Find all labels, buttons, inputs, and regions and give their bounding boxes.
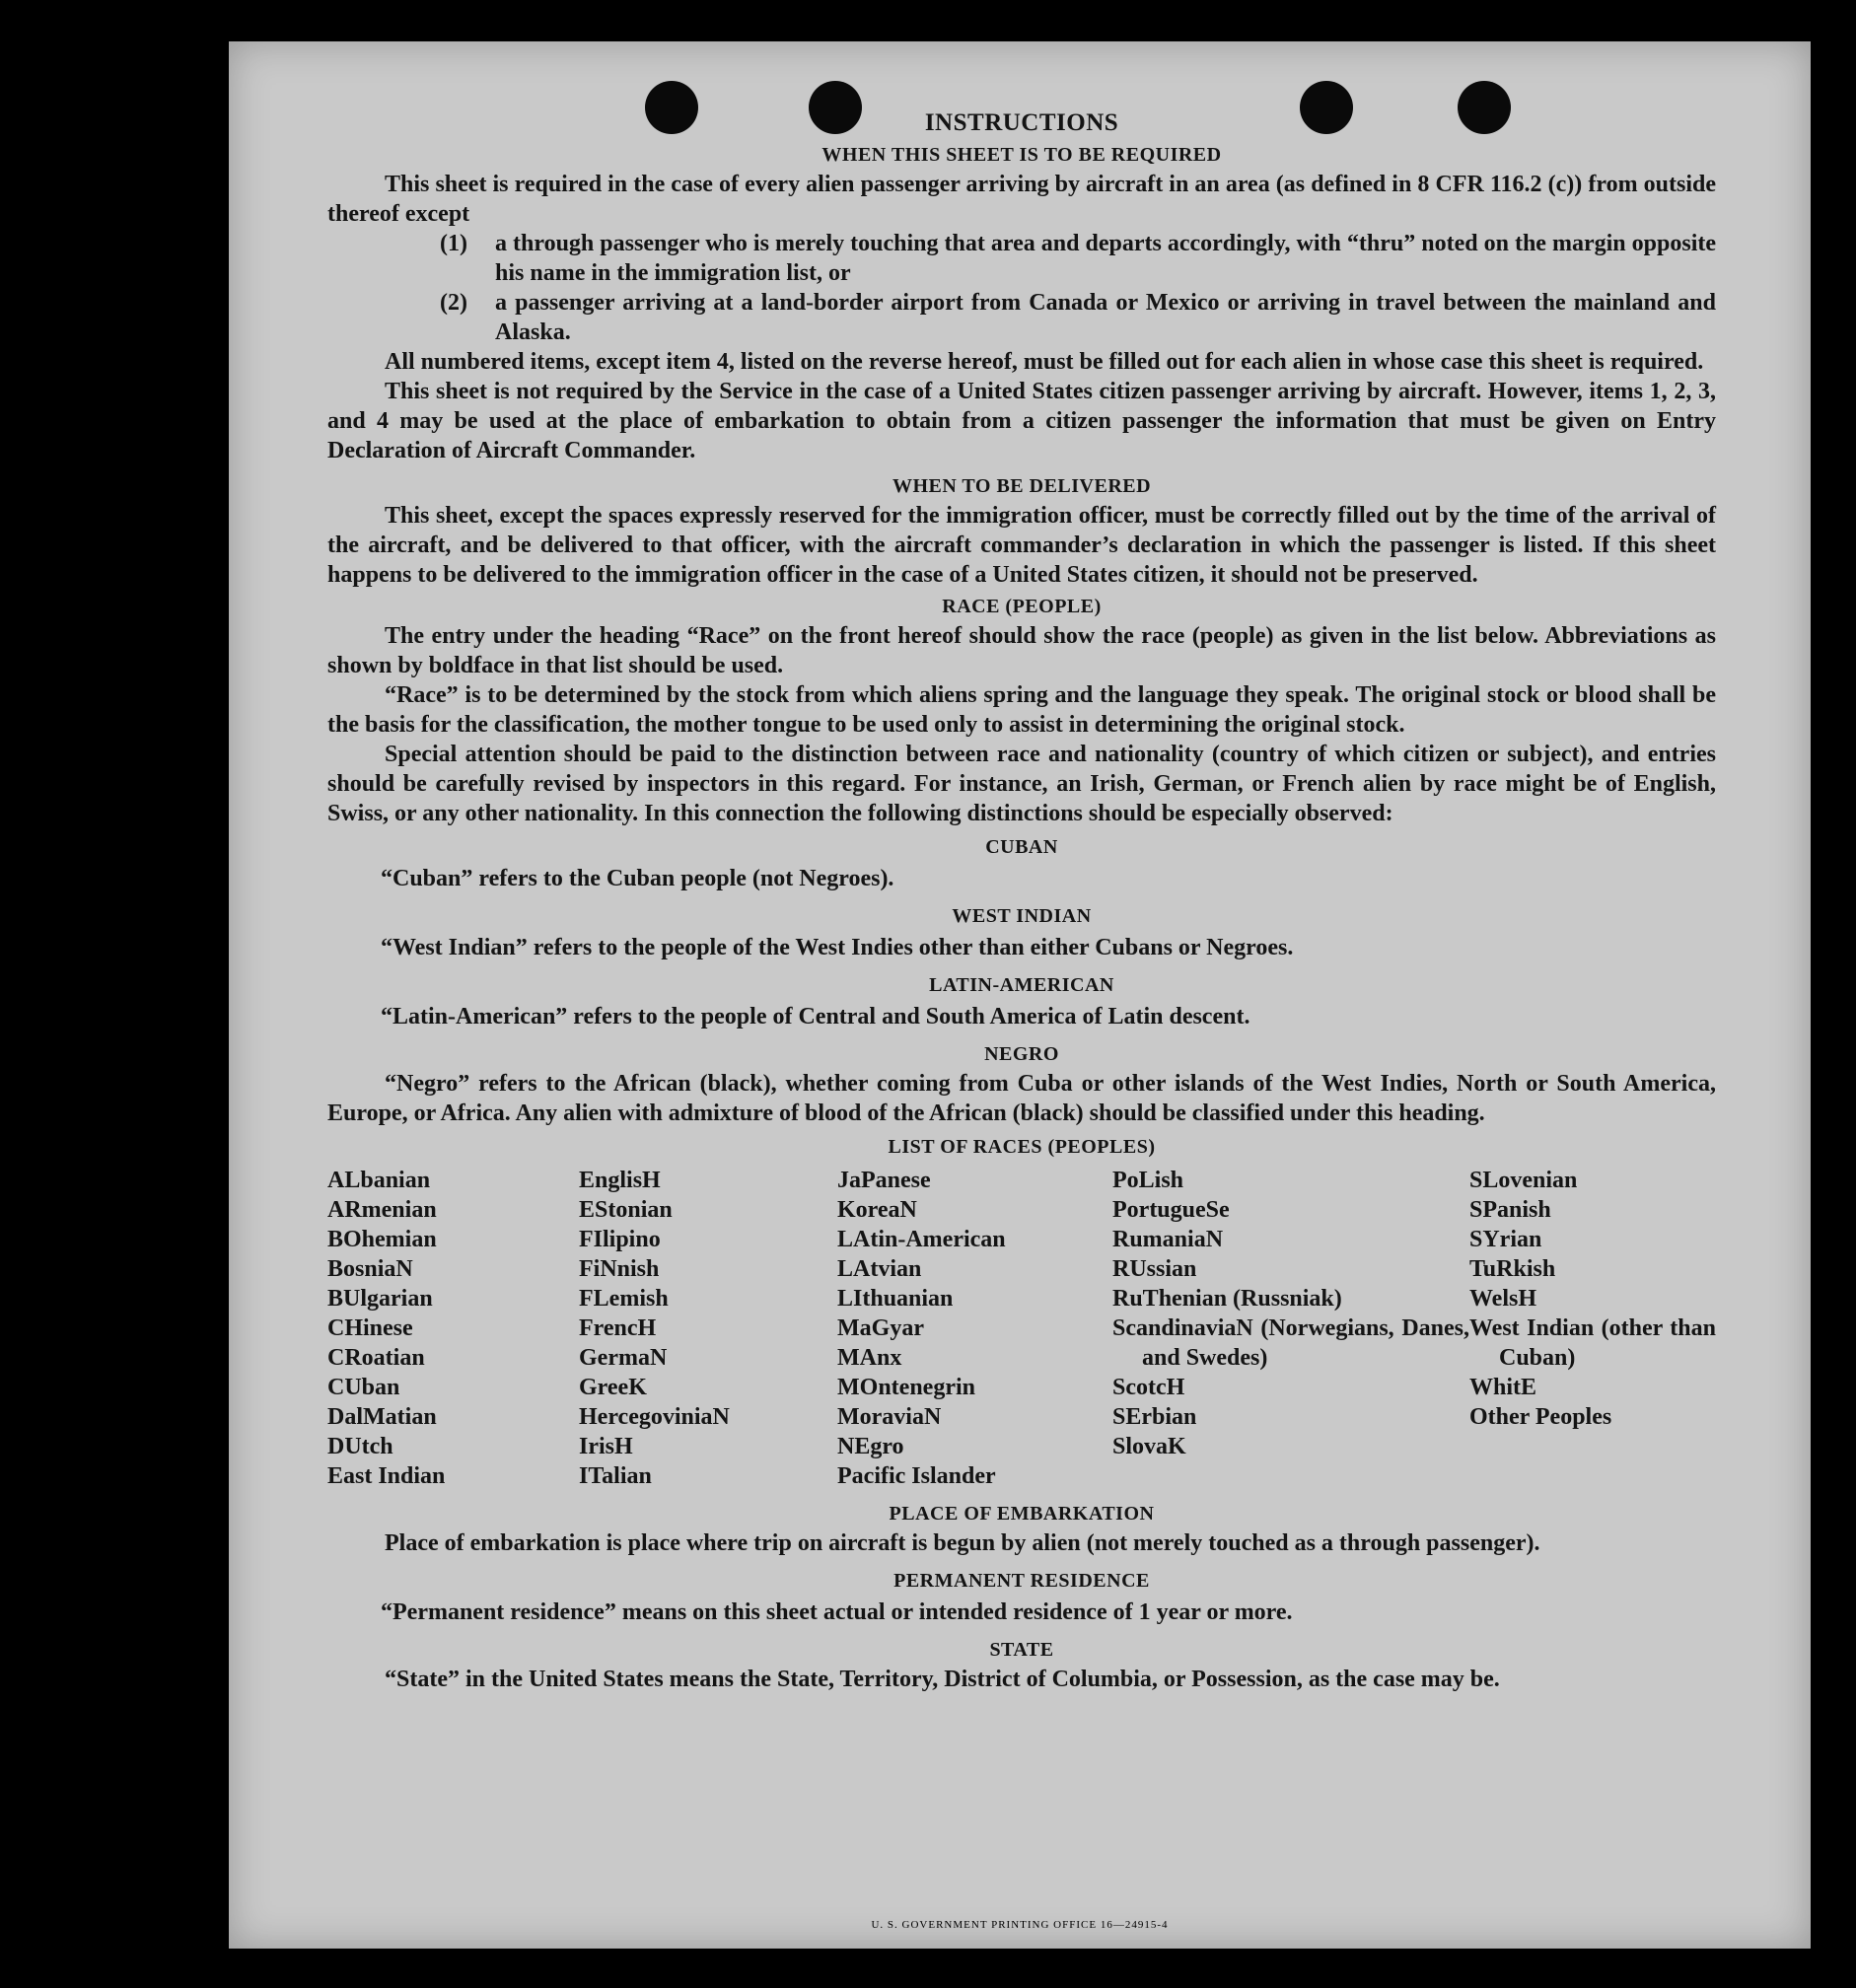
race-item: ALbanian bbox=[327, 1168, 431, 1193]
race-item: BOhemian bbox=[327, 1227, 437, 1252]
race-item: FLemish bbox=[579, 1286, 669, 1312]
page-title: INSTRUCTIONS bbox=[924, 109, 1119, 136]
race-item: PoLish bbox=[1112, 1168, 1184, 1193]
paragraph-required: This sheet is required in the case of every alien passenger arriving by aircraft in an area (as defined in 8 CFR 116.2 (c)) from outside thereof except bbox=[327, 172, 1716, 227]
definition-west-indian: “West Indian” refers to the people of the West Indies other than either Cubans or Negroes. bbox=[381, 935, 1294, 960]
list-item bbox=[440, 229, 1716, 288]
race-item: WhitE bbox=[1469, 1375, 1537, 1400]
race-item: SYrian bbox=[1469, 1227, 1542, 1252]
race-item: BUlgarian bbox=[327, 1286, 433, 1312]
race-item: DUtch bbox=[327, 1434, 393, 1459]
race-item: LAtin-American bbox=[837, 1227, 1006, 1252]
paragraph-numbered-items: All numbered items, except item 4, listed on the reverse hereof, must be filled out for each alien in whose case this sheet is required. bbox=[385, 349, 1704, 375]
definition-latin-american: “Latin-American” refers to the people of Central and South America of Latin descent. bbox=[381, 1004, 1250, 1030]
race-item: Other Peoples bbox=[1469, 1404, 1612, 1430]
race-item: PortugueSe bbox=[1112, 1197, 1230, 1223]
section-heading-negro: NEGRO bbox=[984, 1043, 1059, 1065]
race-item: CRoatian bbox=[327, 1345, 425, 1371]
paragraph-delivery: This sheet, except the spaces expressly reserved for the immigration officer, must be correctly filled out by the time of the arrival of the aircraft, and be delivered to that officer, with the aircraft commander’s declaration in which the passenger is listed. If this sheet happens to be delivered to the immigration officer in the case of a United States citizen, it should not be preserved. bbox=[327, 503, 1716, 588]
race-item: CHinese bbox=[327, 1315, 413, 1341]
race-item: FiNnish bbox=[579, 1256, 660, 1282]
race-item: SlovaK bbox=[1112, 1434, 1186, 1459]
paragraph-race-entry: The entry under the heading “Race” on the front hereof should show the race (people) as given in the list below. Abbreviations as shown by boldface in that list should be used. bbox=[327, 623, 1716, 678]
race-item: RUssian bbox=[1112, 1256, 1197, 1282]
race-item: FrencH bbox=[579, 1315, 657, 1341]
race-item: LIthuanian bbox=[837, 1286, 954, 1312]
race-item: GermaN bbox=[579, 1345, 668, 1371]
race-item: HercegoviniaN bbox=[579, 1404, 730, 1430]
section-heading-race: RACE (PEOPLE) bbox=[942, 596, 1102, 617]
race-item: NEgro bbox=[837, 1434, 904, 1459]
definition-embarkation: Place of embarkation is place where trip on aircraft is begun by alien (not merely touched as a through passenger). bbox=[385, 1530, 1540, 1556]
section-heading-cuban: CUBAN bbox=[985, 836, 1058, 858]
race-item: CUban bbox=[327, 1375, 400, 1400]
document-page bbox=[229, 41, 1811, 1949]
list-item bbox=[440, 288, 1716, 347]
race-item: JaPanese bbox=[837, 1168, 931, 1193]
race-item: ScotcH bbox=[1112, 1375, 1185, 1400]
instructions-text bbox=[327, 108, 1716, 1694]
race-item: ScandinaviaN (Norwegians, Danes, and Swedes) bbox=[1112, 1315, 1469, 1371]
definition-state: “State” in the United States means the State, Territory, District of Columbia, or Possession, as the case may be. bbox=[385, 1667, 1500, 1692]
definition-negro: “Negro” refers to the African (black), whether coming from Cuba or other islands of the West Indies, North or South America, Europe, or Africa. Any alien with admixture of blood of the African (black) should be classified under this heading. bbox=[327, 1071, 1716, 1126]
section-heading-when-delivered: WHEN TO BE DELIVERED bbox=[892, 475, 1152, 497]
race-column bbox=[327, 1166, 579, 1491]
section-heading-state: STATE bbox=[989, 1639, 1054, 1661]
race-item: FIlipino bbox=[579, 1227, 661, 1252]
definition-permanent-residence: “Permanent residence” means on this sheet actual or intended residence of 1 year or more. bbox=[381, 1599, 1293, 1625]
definition-cuban: “Cuban” refers to the Cuban people (not Negroes). bbox=[381, 866, 894, 891]
race-item: DalMatian bbox=[327, 1404, 437, 1430]
race-item: EStonian bbox=[579, 1197, 673, 1223]
item-number: (2) bbox=[440, 290, 467, 316]
race-item: RuThenian (Russniak) bbox=[1112, 1286, 1342, 1312]
race-item: SLovenian bbox=[1469, 1168, 1578, 1193]
race-item: SErbian bbox=[1112, 1404, 1197, 1430]
race-list bbox=[327, 1166, 1716, 1491]
item-text: a through passenger who is merely touching that area and departs accordingly, with “thru” noted on the margin opposite his name in the immigration list, or bbox=[495, 231, 1716, 286]
section-heading-west-indian: WEST INDIAN bbox=[952, 905, 1092, 927]
race-column bbox=[1112, 1166, 1469, 1491]
race-item: WelsH bbox=[1469, 1286, 1537, 1312]
section-heading-permanent-residence: PERMANENT RESIDENCE bbox=[893, 1570, 1150, 1592]
paragraph-race-stock: “Race” is to be determined by the stock from which aliens spring and the language they speak. The original stock or blood shall be the basis for the classification, the mother tongue to be used only to assist in determining the original stock. bbox=[327, 682, 1716, 738]
race-column bbox=[1469, 1166, 1716, 1491]
race-item: Pacific Islander bbox=[837, 1463, 996, 1489]
section-heading-when-required: WHEN THIS SHEET IS TO BE REQUIRED bbox=[821, 144, 1222, 166]
paragraph-race-nationality: Special attention should be paid to the distinction between race and nationality (country of which citizen or subject), and entries should be carefully revised by inspectors in this regard. For instance, an Irish, German, or French alien by race might be of English, Swiss, or any other nationality. In this connection the following distinctions should be especially observed: bbox=[327, 742, 1716, 826]
section-heading-latin-american: LATIN-AMERICAN bbox=[929, 974, 1114, 996]
paragraph-citizen: This sheet is not required by the Service in the case of a United States citizen passenger arriving by aircraft. However, items 1, 2, 3, and 4 may be used at the place of embarkation to obtain from a citizen passenger the information that must be given on Entry Declaration of Aircraft Commander. bbox=[327, 379, 1716, 463]
section-heading-embarkation: PLACE OF EMBARKATION bbox=[889, 1503, 1155, 1525]
race-item: GreeK bbox=[579, 1375, 647, 1400]
race-item: MoraviaN bbox=[837, 1404, 942, 1430]
item-text: a passenger arriving at a land-border airport from Canada or Mexico or arriving in travel between the mainland and Alaska. bbox=[495, 290, 1716, 345]
race-item: MaGyar bbox=[837, 1315, 924, 1341]
race-item: BosniaN bbox=[327, 1256, 413, 1282]
race-item: SPanish bbox=[1469, 1197, 1551, 1223]
race-item: IrisH bbox=[579, 1434, 633, 1459]
race-item: KoreaN bbox=[837, 1197, 917, 1223]
race-item: TuRkish bbox=[1469, 1256, 1556, 1282]
race-item: MOntenegrin bbox=[837, 1375, 975, 1400]
section-heading-list-of-races: LIST OF RACES (PEOPLES) bbox=[888, 1136, 1156, 1158]
printer-imprint: U. S. GOVERNMENT PRINTING OFFICE 16—24915-4 bbox=[871, 1919, 1169, 1931]
race-item: MAnx bbox=[837, 1345, 902, 1371]
race-column bbox=[579, 1166, 837, 1491]
item-number: (1) bbox=[440, 231, 467, 256]
race-column bbox=[837, 1166, 1112, 1491]
race-item: ARmenian bbox=[327, 1197, 437, 1223]
race-item: LAtvian bbox=[837, 1256, 922, 1282]
race-item: ITalian bbox=[579, 1463, 652, 1489]
race-item: RumaniaN bbox=[1112, 1227, 1224, 1252]
race-item: EnglisH bbox=[579, 1168, 661, 1193]
race-item: West Indian (other than Cuban) bbox=[1469, 1315, 1716, 1371]
race-item: East Indian bbox=[327, 1463, 446, 1489]
